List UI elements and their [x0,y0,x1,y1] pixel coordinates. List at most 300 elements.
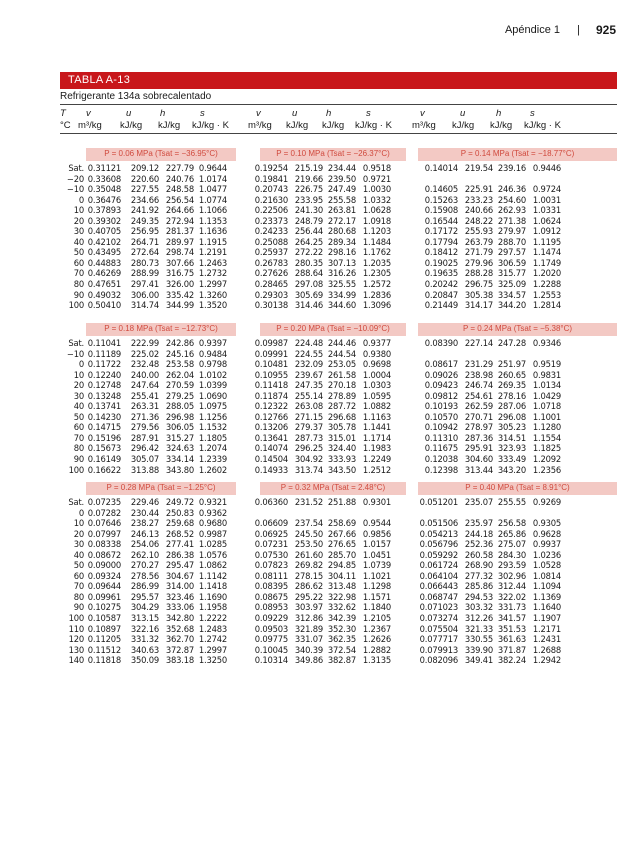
value-cell: 295.47 [165,560,194,571]
value-cell: 322.02 [497,591,526,602]
value-cell: 262.04 [165,369,194,380]
value-cell: 323.46 [165,591,194,602]
value-cell: 0.9798 [198,359,227,370]
value-cell: 0.9397 [198,338,227,348]
value-cell: 305.23 [497,422,526,433]
value-cell: 0.9724 [532,184,561,195]
table-row [60,195,617,206]
pressure-band [418,148,617,161]
value-cell: 1.0628 [362,205,391,216]
temperature-cell: Sat. [68,338,84,348]
value-cell: 270.27 [130,560,159,571]
value-cell: 0.09991 [254,348,288,359]
value-cell: 0.09961 [87,591,121,602]
value-cell: 237.54 [294,518,323,529]
value-cell: 1.1983 [362,443,391,454]
value-cell: 0.12766 [254,411,288,422]
value-cell: 1.2035 [362,257,391,268]
value-cell: 0.11189 [87,348,121,359]
value-cell: 0.07530 [254,549,288,560]
value-cell: 0.10570 [424,411,458,422]
value-cell: 0.9721 [362,173,391,184]
value-cell: 322.16 [130,623,159,634]
header-separator: | [577,24,580,36]
value-cell: 332.62 [327,602,356,613]
value-cell: 265.86 [497,528,526,539]
value-cell: 383.18 [165,655,194,666]
block-rows [60,338,617,475]
temperature-cell: Sat. [68,163,84,173]
value-cell: 0.11874 [254,390,288,401]
pressure-band [260,148,406,161]
value-cell: 0.30138 [254,300,288,311]
value-cell: 264.25 [294,236,323,247]
block-rows [60,497,617,666]
table-row [60,655,617,666]
value-cell: 0.19025 [424,257,458,268]
temperature-cell: 50 [73,411,84,422]
value-cell: 321.33 [464,623,493,634]
value-cell: 0.14605 [424,184,458,195]
value-cell: 0.08338 [87,539,121,550]
value-cell: 255.14 [294,390,323,401]
value-cell: 277.41 [165,539,194,550]
value-cell: 224.55 [294,348,323,359]
value-cell: 0.14014 [424,163,458,173]
value-cell: 238.27 [130,518,159,529]
value-cell: 0.12398 [424,464,458,475]
value-cell: 0.9544 [362,518,391,529]
value-cell: 298.16 [327,247,356,258]
value-cell: 1.1840 [362,602,391,613]
value-cell: 0.9831 [532,369,561,380]
value-cell: 1.0236 [532,549,561,560]
table-row [60,268,617,279]
value-cell: 325.55 [327,279,356,290]
temperature-cell: 60 [73,422,84,433]
column-unit: m³/kg [412,120,436,131]
value-cell: 272.17 [327,215,356,226]
value-cell: 0.14230 [87,411,121,422]
temperature-cell: 80 [73,591,84,602]
value-cell: 288.64 [294,268,323,279]
value-cell: 209.12 [130,163,159,173]
value-cell: 333.49 [497,454,526,465]
value-cell: 295.22 [294,591,323,602]
value-cell: 1.1369 [532,591,561,602]
value-cell: 0.13206 [254,422,288,433]
table-row [60,247,617,258]
value-cell: 1.1298 [362,581,391,592]
value-cell: 1.0332 [362,194,391,205]
value-cell: 312.86 [294,613,323,624]
value-cell: 0.10193 [424,401,458,412]
value-cell: 238.98 [464,369,493,380]
value-cell: 305.07 [130,454,159,465]
value-cell: 0.9937 [532,539,561,550]
value-cell: 1.2171 [532,623,561,634]
value-cell: 245.50 [294,528,323,539]
value-cell: 278.89 [327,390,356,401]
value-cell: 263.79 [464,236,493,247]
temperature-cell: 20 [73,215,84,226]
pressure-band [418,482,617,495]
value-cell: 372.54 [327,644,356,655]
table-row [60,401,617,412]
value-cell: 260.58 [464,549,493,560]
value-cell: 1.2553 [532,289,561,300]
value-cell: 1.2092 [532,454,561,465]
value-cell: 260.65 [497,369,526,380]
value-cell: 247.28 [497,338,526,348]
value-cell: 306.05 [165,422,194,433]
value-cell: 0.31121 [87,163,121,173]
temperature-cell: Sat. [68,497,84,507]
pressure-label: P = 0.18 MPa (Tsat = −12.73°C) [104,324,218,333]
value-cell: 324.63 [165,443,194,454]
value-cell: 0.9518 [362,163,391,173]
value-cell: 239.16 [497,163,526,173]
value-cell: 339.90 [464,644,493,655]
value-cell: 0.13248 [87,390,121,401]
table-row [60,258,617,269]
table-row [60,613,617,624]
value-cell: 1.0595 [362,390,391,401]
value-cell: 0.09423 [424,380,458,391]
value-cell: 227.14 [464,338,493,348]
temperature-cell: 90 [73,454,84,465]
table-row [60,497,617,508]
pressure-label: P = 0.32 MPa (Tsat = 2.48°C) [280,483,386,492]
temperature-cell: 130 [68,644,84,655]
value-cell: 0.15673 [87,443,121,454]
value-cell: 1.2997 [198,644,227,655]
value-cell: 0.09503 [254,623,288,634]
value-cell: 352.30 [327,623,356,634]
value-cell: 304.67 [165,570,194,581]
column-unit: °C [60,120,71,131]
temperature-cell: 90 [73,289,84,300]
value-cell: 0.073274 [419,613,458,624]
value-cell: 0.47651 [87,279,121,290]
value-cell: 1.2997 [198,279,227,290]
value-cell: 1.2020 [532,268,561,279]
value-cell: 314.46 [294,300,323,311]
value-cell: 0.07235 [87,497,121,507]
value-cell: 0.26783 [254,257,288,268]
value-cell: 1.0690 [198,390,227,401]
value-cell: 1.1825 [532,443,561,454]
temperature-cell: 110 [68,623,84,634]
value-cell: 1.0576 [198,549,227,560]
table-label: TABLA A-13 [60,72,617,89]
value-cell: 304.60 [464,454,493,465]
value-cell: 343.50 [327,464,356,475]
value-cell: 305.78 [327,422,356,433]
value-cell: 280.73 [130,257,159,268]
value-cell: 232.09 [294,359,323,370]
column-header [60,104,617,134]
value-cell: 343.20 [497,464,526,475]
table-row [60,433,617,444]
value-cell: 1.1353 [198,215,227,226]
value-cell: 250.83 [165,507,194,518]
value-cell: 255.58 [327,194,356,205]
temperature-cell: 90 [73,602,84,613]
temperature-cell: 10 [73,205,84,216]
value-cell: 1.2942 [532,655,561,666]
value-cell: 1.0030 [362,184,391,195]
value-cell: 0.28465 [254,279,288,290]
value-cell: 1.2305 [362,268,391,279]
value-cell: 0.35048 [87,184,121,195]
value-cell: 279.56 [130,422,159,433]
table-row [60,359,617,370]
value-cell: 270.71 [464,411,493,422]
value-cell: 1.1571 [362,591,391,602]
value-cell: 1.0477 [198,184,227,195]
table-row [60,529,617,540]
column-unit: kJ/kg · K [355,120,392,131]
value-cell: 1.0157 [362,539,391,550]
value-cell: 312.26 [464,613,493,624]
temperature-cell: −10 [66,184,84,195]
value-cell: 248.22 [464,215,493,226]
table-row [60,634,617,645]
value-cell: 225.91 [464,184,493,195]
temperature-cell: −10 [66,348,84,359]
value-cell: 1.1021 [362,570,391,581]
value-cell: 258.69 [327,518,356,529]
table-row [60,550,617,561]
table-row [60,422,617,433]
pressure-band [260,323,406,336]
table-row [60,518,617,529]
value-cell: 0.051201 [419,497,458,507]
value-cell: 268.90 [464,560,493,571]
table-row [60,624,617,635]
value-cell: 285.70 [327,549,356,560]
value-cell: 1.3135 [362,655,391,666]
value-cell: 242.86 [165,338,194,348]
table-row [60,184,617,195]
value-cell: 0.9519 [532,359,561,370]
value-cell: 350.09 [130,655,159,666]
value-cell: 0.07823 [254,560,288,571]
value-cell: 256.58 [497,518,526,529]
value-cell: 0.08111 [254,570,288,581]
value-cell: 331.73 [497,602,526,613]
value-cell: 344.99 [165,300,194,311]
value-cell: 288.28 [464,268,493,279]
value-cell: 1.0624 [532,215,561,226]
value-cell: 334.57 [497,289,526,300]
temperature-cell: 60 [73,257,84,268]
value-cell: 0.11512 [87,644,121,655]
value-cell: 0.15196 [87,432,121,443]
value-cell: 0.07646 [87,518,121,529]
value-cell: 0.11418 [254,380,288,391]
temperature-cell: 50 [73,560,84,571]
value-cell: 1.2249 [362,454,391,465]
temperature-cell: 20 [73,380,84,391]
value-cell: 0.9380 [362,348,391,359]
temperature-cell: 0 [78,359,84,370]
value-cell: 244.54 [327,348,356,359]
column-symbol: T [60,108,66,119]
value-cell: 1.2742 [198,634,227,645]
value-cell: 264.71 [130,236,159,247]
value-cell: 0.059292 [419,549,458,560]
value-cell: 271.79 [464,247,493,258]
value-cell: 371.87 [497,644,526,655]
table-row [60,216,617,227]
column-unit: kJ/kg [322,120,345,131]
value-cell: 316.75 [165,268,194,279]
pressure-band [86,482,236,495]
value-cell: 1.1915 [198,236,227,247]
value-cell: 0.9269 [532,497,561,507]
value-cell: 0.50410 [87,300,121,311]
column-symbol: s [530,108,535,119]
value-cell: 1.3520 [198,300,227,311]
table-subtitle: Refrigerante 134a sobrecalentado [60,91,212,102]
value-cell: 0.10587 [87,613,121,624]
column-unit: kJ/kg [158,120,181,131]
value-cell: 0.19841 [254,173,288,184]
temperature-cell: 100 [68,613,84,624]
value-cell: 253.05 [327,359,356,370]
value-cell: 261.58 [327,369,356,380]
value-cell: 0.10275 [87,602,121,613]
value-cell: 0.08617 [424,359,458,370]
value-cell: 344.60 [327,300,356,311]
value-cell: 0.9856 [362,528,391,539]
value-cell: 1.1474 [532,247,561,258]
value-cell: 324.40 [327,443,356,454]
value-cell: 0.06925 [254,528,288,539]
value-cell: 315.01 [327,432,356,443]
value-cell: 271.38 [497,215,526,226]
column-units-row [60,120,617,133]
value-cell: 331.32 [130,634,159,645]
value-cell: 0.11675 [424,443,458,454]
value-cell: 232.48 [130,359,159,370]
value-cell: 287.91 [130,432,159,443]
value-cell: 342.39 [327,613,356,624]
column-unit: kJ/kg · K [524,120,561,131]
table-row [60,338,617,349]
value-cell: 286.99 [130,581,159,592]
value-cell: 215.19 [294,163,323,173]
value-cell: 1.1640 [532,602,561,613]
temperature-cell: 80 [73,443,84,454]
value-cell: 0.09000 [87,560,121,571]
table-row [60,205,617,216]
value-cell: 270.18 [327,380,356,391]
value-cell: 244.18 [464,528,493,539]
value-cell: 255.55 [497,497,526,507]
temperature-cell: 0 [78,194,84,205]
value-cell: 303.32 [464,602,493,613]
value-cell: 0.12240 [87,369,121,380]
table-row [60,645,617,656]
value-cell: 0.20847 [424,289,458,300]
column-symbol: v [256,108,261,119]
value-cell: 224.48 [294,338,323,348]
value-cell: 1.1749 [532,257,561,268]
table-row [60,174,617,185]
temperature-cell: 140 [68,655,84,666]
value-cell: 0.10481 [254,359,288,370]
value-cell: 0.20242 [424,279,458,290]
value-cell: 0.9301 [362,497,391,507]
value-cell: 1.2836 [362,289,391,300]
value-cell: 278.56 [130,570,159,581]
value-cell: 233.23 [464,194,493,205]
value-cell: 251.88 [327,497,356,507]
value-cell: 0.9377 [362,338,391,348]
value-cell: 287.36 [464,432,493,443]
table-row [60,454,617,465]
value-cell: 0.19635 [424,268,458,279]
column-unit: m³/kg [248,120,272,131]
value-cell: 344.20 [497,300,526,311]
value-cell: 0.9446 [532,163,561,173]
value-cell: 278.15 [294,570,323,581]
value-cell: 240.66 [464,205,493,216]
value-cell: 1.0429 [532,390,561,401]
value-cell: 0.14504 [254,454,288,465]
value-cell: 1.1094 [532,581,561,592]
value-cell: 1.0031 [532,194,561,205]
value-cell: 0.10314 [254,655,288,666]
value-cell: 0.10942 [424,422,458,433]
value-cell: 0.9305 [532,518,561,529]
pressure-band [86,323,236,336]
value-cell: 0.44883 [87,257,121,268]
value-cell: 1.1418 [198,581,227,592]
value-cell: 0.21449 [424,300,458,311]
value-cell: 227.55 [130,184,159,195]
table-row [60,443,617,454]
column-symbol: h [326,108,332,119]
value-cell: 1.2222 [198,613,227,624]
value-cell: 1.1690 [198,591,227,602]
value-cell: 296.75 [464,279,493,290]
value-cell: 0.10955 [254,369,288,380]
value-cell: 1.0285 [198,539,227,550]
value-cell: 1.0399 [198,380,227,391]
value-cell: 1.2882 [362,644,391,655]
value-cell: 1.2105 [362,613,391,624]
value-cell: 0.061724 [419,560,458,571]
table-row [60,539,617,550]
block-rows [60,163,617,311]
value-cell: 0.054213 [419,528,458,539]
value-cell: 295.57 [130,591,159,602]
appendix-label: Apéndice 1 [504,24,560,36]
value-cell: 0.42102 [87,236,121,247]
column-unit: kJ/kg [120,120,143,131]
value-cell: 1.3250 [198,655,227,666]
value-cell: 295.91 [464,443,493,454]
pressure-label: P = 0.14 MPa (Tsat = −18.77°C) [460,149,575,158]
temperature-cell: 50 [73,247,84,258]
value-cell: 256.44 [294,226,323,237]
value-cell: 1.2339 [198,454,227,465]
table-row [60,290,617,301]
